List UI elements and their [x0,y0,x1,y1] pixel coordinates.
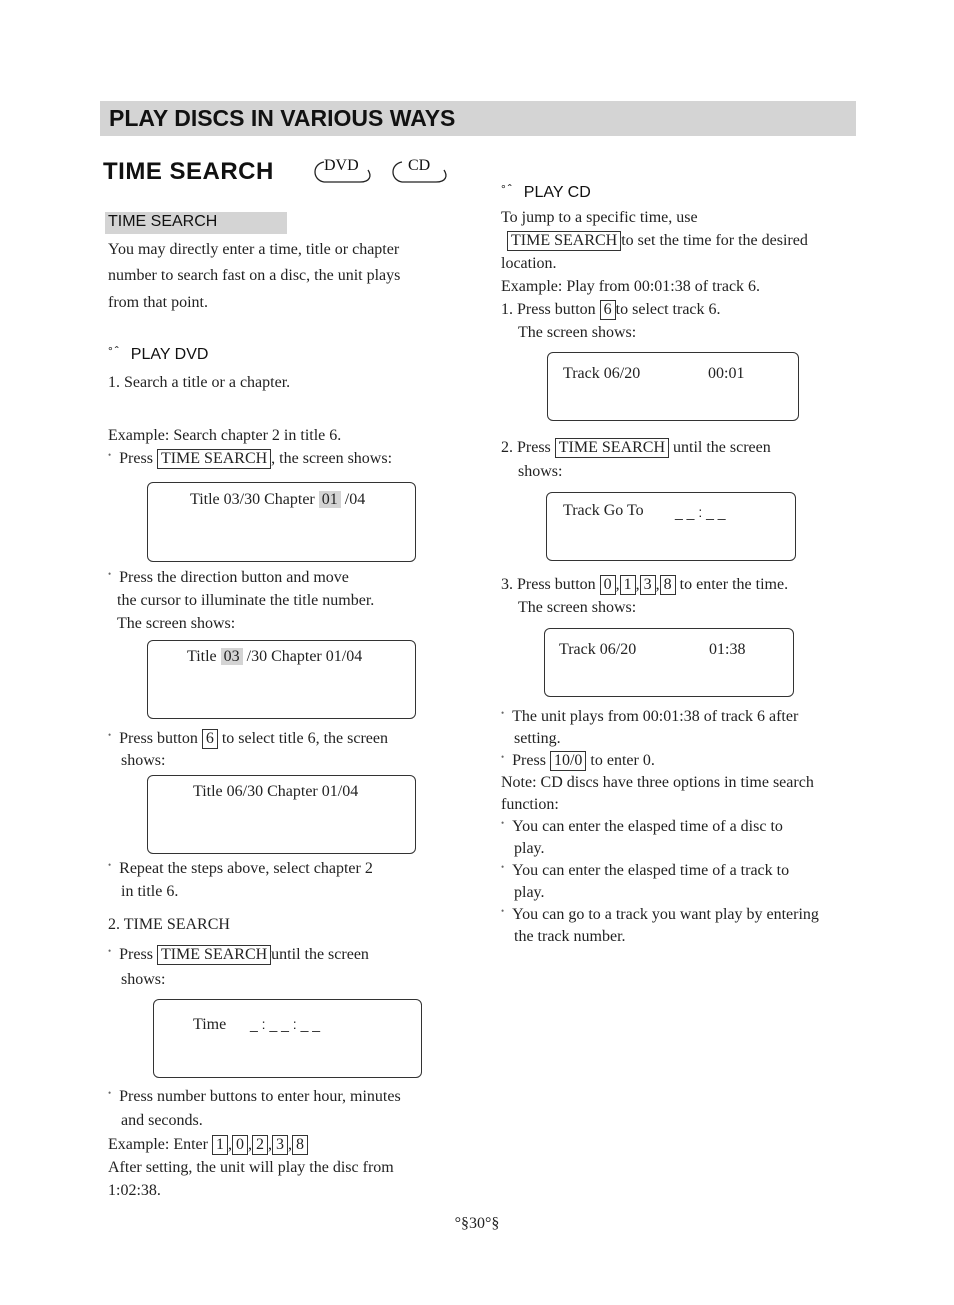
bullet-icon: • [108,1088,112,1098]
bullet-icon: • [501,708,505,718]
cd-option-3-line-2: the track number. [514,928,626,945]
number-line-2: and seconds. [121,1112,203,1129]
after-line-1: After setting, the unit will play the disc from [108,1159,394,1176]
section-banner [100,101,856,136]
dvd-step-1: 1. Search a title or a chapter. [108,374,291,391]
time-search-key: TIME SEARCH [157,945,271,965]
cd-option-2-line-1: • You can enter the elasped time of a track to [501,862,790,879]
after-line-2: 1:02:38. [108,1182,161,1199]
cd-option-1-line-1: • You can enter the elasped time of a disc to [501,818,783,835]
dvd-press-time-search: • Press TIME SEARCH , the screen shows: [108,450,393,467]
cd-screen-3 [544,628,794,697]
bullet-icon: • [108,450,112,460]
intro-line-3: from that point. [108,294,208,311]
screen-display-2 [147,640,416,719]
dvd-press-time-search-2: • Press TIME SEARCH until the screen [108,946,369,963]
cd-screen-1-label: Track 06/20 [563,365,641,382]
dir-line-1: • Press the direction button and move [108,569,349,586]
play-cd-heading [501,184,591,202]
page-title: TIME SEARCH [103,158,274,185]
cd-note-line-1: Note: CD discs have three options in time search [501,774,814,791]
cd-step-2-cont: shows: [518,463,563,480]
number-line-1: • Press number buttons to enter hour, minutes [108,1088,401,1105]
time-search-key: TIME SEARCH [507,231,621,251]
key-10-0: 10/0 [550,751,586,771]
subhead-label: TIME SEARCH [108,213,218,230]
cd-label: CD [408,157,431,174]
screen-display-4 [153,999,422,1078]
intro-line-2: number to search fast on a disc, the unit plays [108,267,401,284]
cd-jump-line: To jump to a specific time, use [501,209,698,226]
highlight-chapter: 01 [319,491,341,508]
repeat-line-2: in title 6. [121,883,179,900]
cd-location: location. [501,255,557,272]
cd-press-100: • Press 10/0 to enter 0. [501,752,655,769]
key-8: 8 [292,1135,308,1155]
dvd-example-2: Example: Enter 1 , 0 , 2 , 3 , 8 [108,1134,308,1156]
cd-plays-line-1: • The unit plays from 00:01:38 of track 6 after [501,708,799,725]
dvd-disc-icon [310,156,372,188]
repeat-line-1: • Repeat the steps above, select chapter 2 [108,860,373,877]
screen-1-text: Title 03/30 Chapter 01 /04 [190,491,366,508]
time-search-key: TIME SEARCH [555,438,669,458]
bullet-icon: • [501,818,505,828]
dvd-press-6-cont: shows: [121,752,166,769]
cd-disc-icon [388,156,450,188]
screen-4-label: Time [193,1016,227,1033]
key-6: 6 [202,729,218,749]
bullet-icon: • [108,730,112,740]
bullet-icon: • [108,860,112,870]
screen-2-text: Title 03 /30 Chapter 01/04 [187,648,363,665]
key-8: 8 [660,575,676,595]
cd-jump-key-line: TIME SEARCH to set the time for the desired [507,230,808,252]
key-1: 1 [212,1135,228,1155]
play-dvd-label: PLAY DVD [130,346,209,363]
dvd-press-2-cont: shows: [121,971,166,988]
dir-line-3: The screen shows: [117,615,236,632]
cd-example: Example: Play from 00:01:38 of track 6. [501,278,761,295]
cd-screen-2 [546,492,796,561]
cd-screen-2-label: Track Go To [563,502,644,519]
cd-note-line-2: function: [501,796,559,813]
cd-step-3-shows: The screen shows: [518,599,637,616]
screen-3-text: Title 06/30 Chapter 01/04 [193,783,359,800]
key-6: 6 [600,300,616,320]
dvd-label: DVD [324,157,359,174]
screen-display-1 [147,482,416,562]
key-3: 3 [272,1135,288,1155]
cd-screen-3-value: 01:38 [709,641,746,658]
cd-screen-2-value: _ _ : _ _ [675,504,726,520]
bullet-icon: • [501,906,505,916]
screen-display-3 [147,775,416,854]
key-1: 1 [620,575,636,595]
cd-screen-1 [547,352,799,421]
dvd-step-2: 2. TIME SEARCH [108,916,230,933]
intro-line-1: You may directly enter a time, title or chapter [108,241,400,258]
cd-step-3: 3. Press button 0 , 1 , 3 , 8 to enter the time. [501,576,789,593]
cd-step-2: 2. Press TIME SEARCH until the screen [501,439,771,456]
bullet-icon: • [108,946,112,956]
play-cd-label: PLAY CD [523,184,591,201]
cd-option-1-line-2: play. [514,840,545,857]
cd-plays-line-2: setting. [514,730,561,747]
bullet-icon: • [501,752,505,762]
cd-screen-1-value: 00:01 [708,365,745,382]
bullet-icon: • [501,862,505,872]
dvd-example-1: Example: Search chapter 2 in title 6. [108,427,342,444]
highlight-title: 03 [221,648,243,665]
cd-step-1-shows: The screen shows: [518,324,637,341]
cd-option-2-line-2: play. [514,884,545,901]
page-number: °§30°§ [454,1215,500,1232]
key-2: 2 [252,1135,268,1155]
key-0: 0 [232,1135,248,1155]
cd-screen-3-label: Track 06/20 [559,641,637,658]
play-dvd-heading [108,346,208,364]
play-cd-icon: °ˆ [501,182,514,196]
play-dvd-icon: °ˆ [108,344,121,358]
dvd-press-6: • Press button 6 to select title 6, the screen [108,730,388,747]
time-search-subhead [105,212,287,234]
cd-option-3-line-1: • You can go to a track you want play by entering [501,906,819,923]
bullet-icon: • [108,569,112,579]
key-0: 0 [600,575,616,595]
banner-title: PLAY DISCS IN VARIOUS WAYS [109,105,456,131]
time-search-key: TIME SEARCH [157,449,271,469]
dir-line-2: the cursor to illuminate the title number. [117,592,375,609]
screen-4-value: _ : _ _ : _ _ [250,1016,321,1032]
cd-step-1: 1. Press button 6 to select track 6. [501,301,721,318]
key-3: 3 [640,575,656,595]
